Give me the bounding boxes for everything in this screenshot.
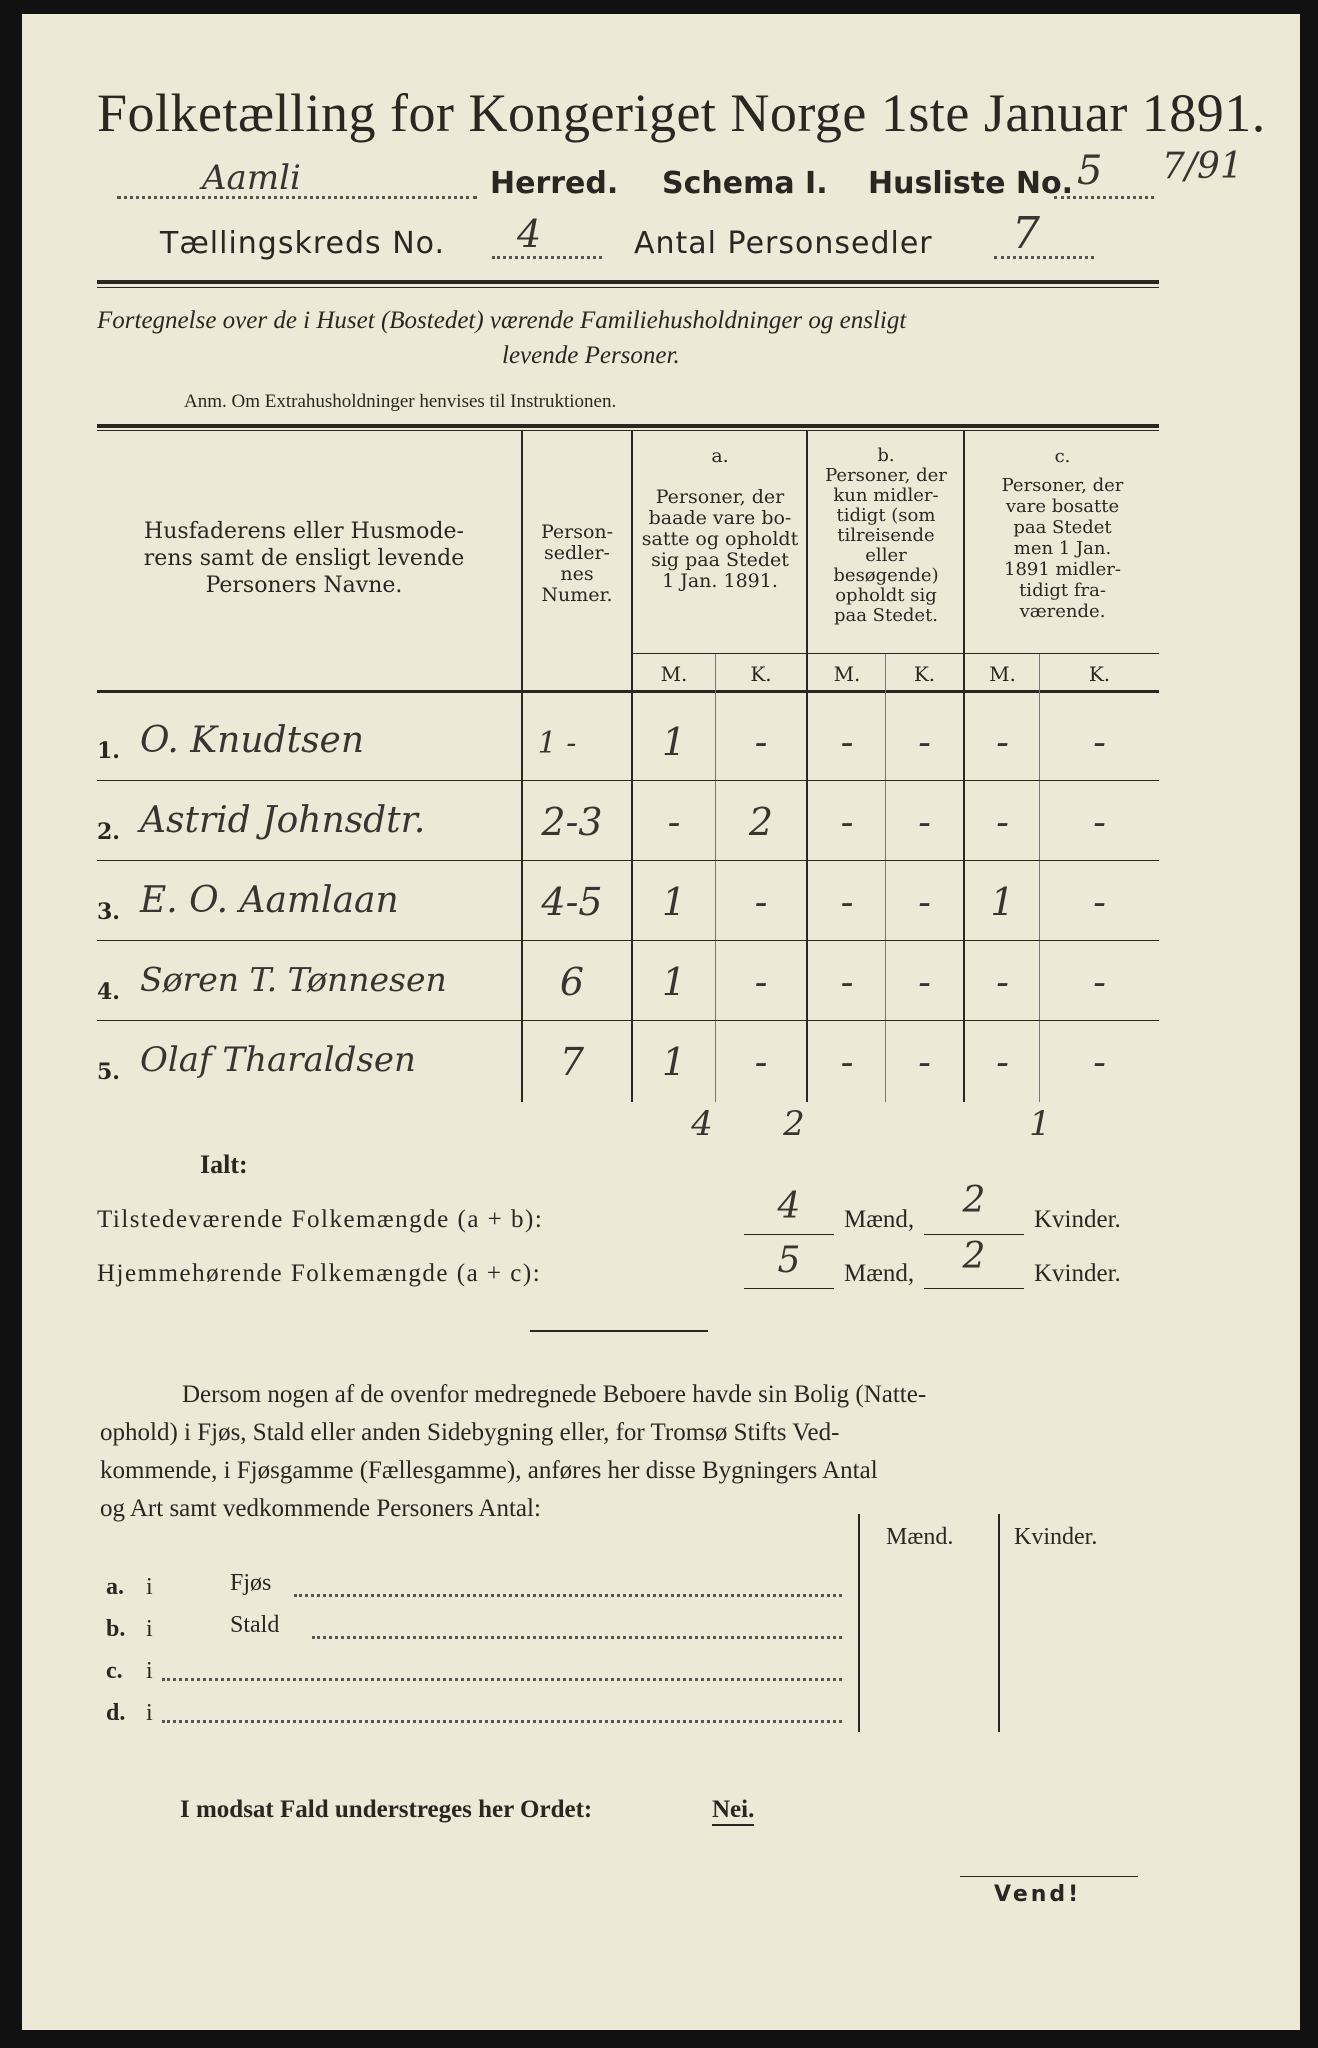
item-letter: c. [106, 1658, 123, 1684]
col-line-b [806, 430, 808, 1102]
item-i: i [146, 1700, 153, 1726]
tilstede-k-value: 2 [962, 1180, 986, 1221]
antal-label: Antal Personsedler [634, 226, 933, 261]
c-k-value: - [1093, 880, 1106, 924]
b-m-value: - [840, 960, 854, 1004]
schema-label: Schema I. [662, 166, 828, 201]
person-name: Olaf Tharaldsen [140, 1040, 416, 1080]
item-letter: d. [106, 1700, 126, 1726]
item-i: i [146, 1616, 153, 1642]
tilstede-maend: Mænd, [844, 1206, 915, 1233]
c-k-value: - [1093, 720, 1106, 764]
spacer [966, 467, 1159, 475]
person-number: 6 [559, 960, 585, 1004]
person-name: Søren T. Tønnesen [140, 960, 447, 999]
c-k-value: - [1093, 960, 1106, 1004]
b-m-value: - [840, 800, 854, 844]
num-header-line: Numer. [541, 584, 613, 606]
item-dotted-line [162, 1678, 842, 1681]
maend-col-header: Mænd. [886, 1524, 954, 1550]
row-number: 4. [97, 979, 120, 1005]
col-a-line: 1 Jan. 1891. [662, 570, 778, 592]
a-k-label: K. [750, 662, 772, 686]
item-i: i [146, 1658, 153, 1684]
a-k-value: - [754, 880, 768, 924]
col-c-header [966, 446, 1159, 622]
c-m-value: - [996, 800, 1009, 844]
a-m-value: 1 [661, 1040, 687, 1084]
tilstede-m-value: 4 [777, 1186, 801, 1227]
tilstede-label: Tilstedeværende Folkemængde (a + b): [97, 1206, 544, 1233]
c-m-label: M. [989, 662, 1016, 686]
col-b-line: tidigt (som [836, 505, 936, 526]
col-b-line: eller [865, 545, 907, 566]
hjemme-k-line [924, 1288, 1024, 1289]
herred-value: Aamli [202, 158, 301, 198]
hjemme-m-value: 5 [777, 1240, 801, 1281]
ialt-c-m: 1 [1029, 1104, 1051, 1144]
col-c-line: paa Stedet [1013, 517, 1112, 538]
item-label: Stald [230, 1612, 280, 1638]
b-m-label: M. [833, 662, 861, 686]
maend-col-line [858, 1514, 860, 1732]
b-k-value: - [918, 880, 931, 924]
b-m-value: - [840, 880, 854, 924]
vend-rule [960, 1876, 1138, 1877]
name-header-line: Personers Navne. [205, 573, 403, 598]
spacer [634, 467, 806, 487]
table-top-rule [97, 424, 1159, 428]
col-b-line: tilreisende [837, 525, 935, 546]
a-m-value: 1 [661, 880, 687, 924]
name-header-line: rens samt de ensligt levende [143, 546, 465, 571]
antal-value: 7 [1012, 208, 1040, 259]
nei-word: Nei. [712, 1796, 754, 1826]
col-a-line: sig paa Stedet [651, 549, 789, 571]
num-col-header [524, 522, 630, 606]
item-label: Fjøs [230, 1570, 272, 1596]
kreds-label: Tællingskreds No. [160, 226, 445, 261]
antal-dotted-line [994, 256, 1094, 259]
col-c-line: vare bosatte [1005, 496, 1120, 517]
ialt-a-k: 2 [783, 1104, 805, 1144]
census-form-page [22, 14, 1300, 2030]
b-k-value: - [918, 960, 931, 1004]
table-header-rule [97, 690, 1159, 693]
col-c-line: Personer, der [1001, 475, 1124, 496]
row-number: 5. [97, 1059, 120, 1085]
intro-line-1: Fortegnelse over de i Huset (Bostedet) værende Familiehusholdninger og ensligt [97, 307, 907, 334]
b-k-value: - [918, 720, 931, 764]
tilstede-k-line [924, 1234, 1024, 1235]
hjemme-kvinder: Kvinder. [1034, 1260, 1121, 1287]
hjemme-maend: Mænd, [844, 1260, 915, 1287]
item-dotted-line [294, 1594, 842, 1597]
a-k-value: - [754, 1040, 768, 1084]
form-title: Folketælling for Kongeriget Norge 1ste Januar 1891. [97, 83, 1266, 143]
husliste-note: 7/91 [1162, 146, 1243, 187]
person-name: Astrid Johnsdtr. [140, 800, 426, 841]
c-k-value: - [1093, 1040, 1106, 1084]
row-number: 3. [97, 899, 120, 925]
b-m-value: - [840, 720, 854, 764]
mk-rule [632, 653, 1159, 654]
item-i: i [146, 1574, 153, 1600]
anm-note: Anm. Om Extrahusholdninger henvises til Instruktionen. [184, 391, 617, 412]
tilstede-m-line [744, 1234, 834, 1235]
para-line: ophold) i Fjøs, Stald eller anden Sidebygning eller, for Tromsø Stifts Ved- [100, 1419, 840, 1446]
col-b-line: besøgende) [833, 565, 939, 586]
a-m-value: 1 [661, 960, 687, 1004]
col-c-line: men 1 Jan. [1013, 538, 1112, 559]
person-number: 7 [559, 1040, 585, 1084]
col-c-line: 1891 midler- [1004, 559, 1121, 580]
modsat-text: I modsat Fald understreges her Ordet: [180, 1796, 593, 1823]
hjemme-k-value: 2 [962, 1236, 986, 1277]
para-line: kommende, i Fjøsgamme (Fællesgamme), anføres her disse Bygningers Antal [100, 1457, 878, 1484]
tilstede-kvinder: Kvinder. [1034, 1206, 1121, 1233]
c-m-value: 1 [990, 880, 1015, 924]
col-b-letter: b. [877, 445, 895, 466]
vend-label: Vend! [994, 1882, 1082, 1907]
person-name: E. O. Aamlaan [140, 880, 399, 921]
husliste-dotted-line [1054, 196, 1154, 199]
col-a-line: satte og opholdt [641, 528, 799, 550]
a-k-value: 2 [748, 800, 774, 844]
para-line: og Art samt vedkommende Personers Antal: [100, 1495, 541, 1522]
col-c-line: værende. [1019, 601, 1106, 622]
row-number: 2. [97, 819, 120, 845]
col-b-header [809, 446, 963, 626]
kvinder-col-header: Kvinder. [1014, 1524, 1098, 1550]
item-letter: a. [106, 1574, 124, 1600]
num-header-line: sedler- [544, 542, 610, 564]
ialt-label: Ialt: [200, 1150, 248, 1179]
item-letter: b. [106, 1616, 126, 1642]
b-m-value: - [840, 1040, 854, 1084]
c-m-value: - [996, 720, 1009, 764]
husliste-value: 5 [1077, 148, 1103, 194]
a-m-label: M. [660, 662, 688, 686]
sidebygning-paragraph [100, 1376, 1162, 1528]
kreds-value: 4 [517, 212, 542, 256]
header-rule-thin [97, 287, 1159, 288]
a-m-value: - [667, 800, 681, 844]
kvinder-col-line [998, 1514, 1000, 1732]
a-k-value: - [754, 720, 768, 764]
header-rule [97, 280, 1159, 284]
a-m-value: 1 [661, 720, 687, 764]
ialt-a-m: 4 [691, 1104, 713, 1144]
c-k-label: K. [1088, 662, 1111, 686]
person-name: O. Knudtsen [140, 720, 365, 761]
b-k-label: K. [913, 662, 936, 686]
row-number: 1. [97, 738, 120, 764]
c-k-value: - [1093, 800, 1106, 844]
item-dotted-line [162, 1720, 842, 1723]
col-a-line: Personer, der [655, 486, 785, 508]
col-a-header [634, 446, 806, 592]
row-rule [97, 860, 1159, 861]
para-line: Dersom nogen af de ovenfor medregnede Beboere havde sin Bolig (Natte- [182, 1381, 927, 1408]
name-col-header [104, 518, 504, 599]
col-c-line: tidigt fra- [1019, 580, 1106, 601]
c-m-value: - [996, 960, 1009, 1004]
hjemme-m-line [744, 1288, 834, 1289]
col-line-c [963, 430, 965, 1102]
col-b-line: opholdt sig [835, 585, 937, 606]
b-k-value: - [918, 800, 931, 844]
col-line-num [521, 430, 523, 1102]
col-line-a [631, 430, 633, 1102]
item-dotted-line [312, 1636, 842, 1639]
col-b-line: paa Stedet. [833, 605, 939, 626]
c-m-value: - [996, 1040, 1009, 1084]
col-c-letter: c. [1054, 446, 1071, 467]
person-number: 4-5 [541, 880, 603, 924]
person-number: 1 - [537, 726, 577, 761]
hjemme-label: Hjemmehørende Folkemængde (a + c): [97, 1260, 542, 1287]
kreds-dotted-line [492, 256, 602, 259]
num-header-line: nes [560, 563, 594, 585]
row-rule [97, 780, 1159, 781]
row-rule [97, 940, 1159, 941]
person-number: 2-3 [541, 800, 603, 844]
separator-rule [530, 1330, 708, 1332]
num-header-line: Person- [540, 521, 614, 543]
intro-line-2: levende Personer. [502, 342, 680, 369]
b-k-value: - [918, 1040, 931, 1084]
col-b-line: Personer, der [825, 465, 947, 486]
herred-label: Herred. [490, 166, 619, 201]
row-rule [97, 1020, 1159, 1021]
name-header-line: Husfaderens eller Husmode- [144, 519, 464, 544]
husliste-label: Husliste No. [868, 166, 1073, 201]
a-k-value: - [754, 960, 768, 1004]
table-top-rule-thin [97, 430, 1159, 431]
col-a-line: baade vare bo- [648, 507, 792, 529]
col-a-letter: a. [711, 445, 729, 467]
col-b-line: kun midler- [833, 485, 939, 506]
